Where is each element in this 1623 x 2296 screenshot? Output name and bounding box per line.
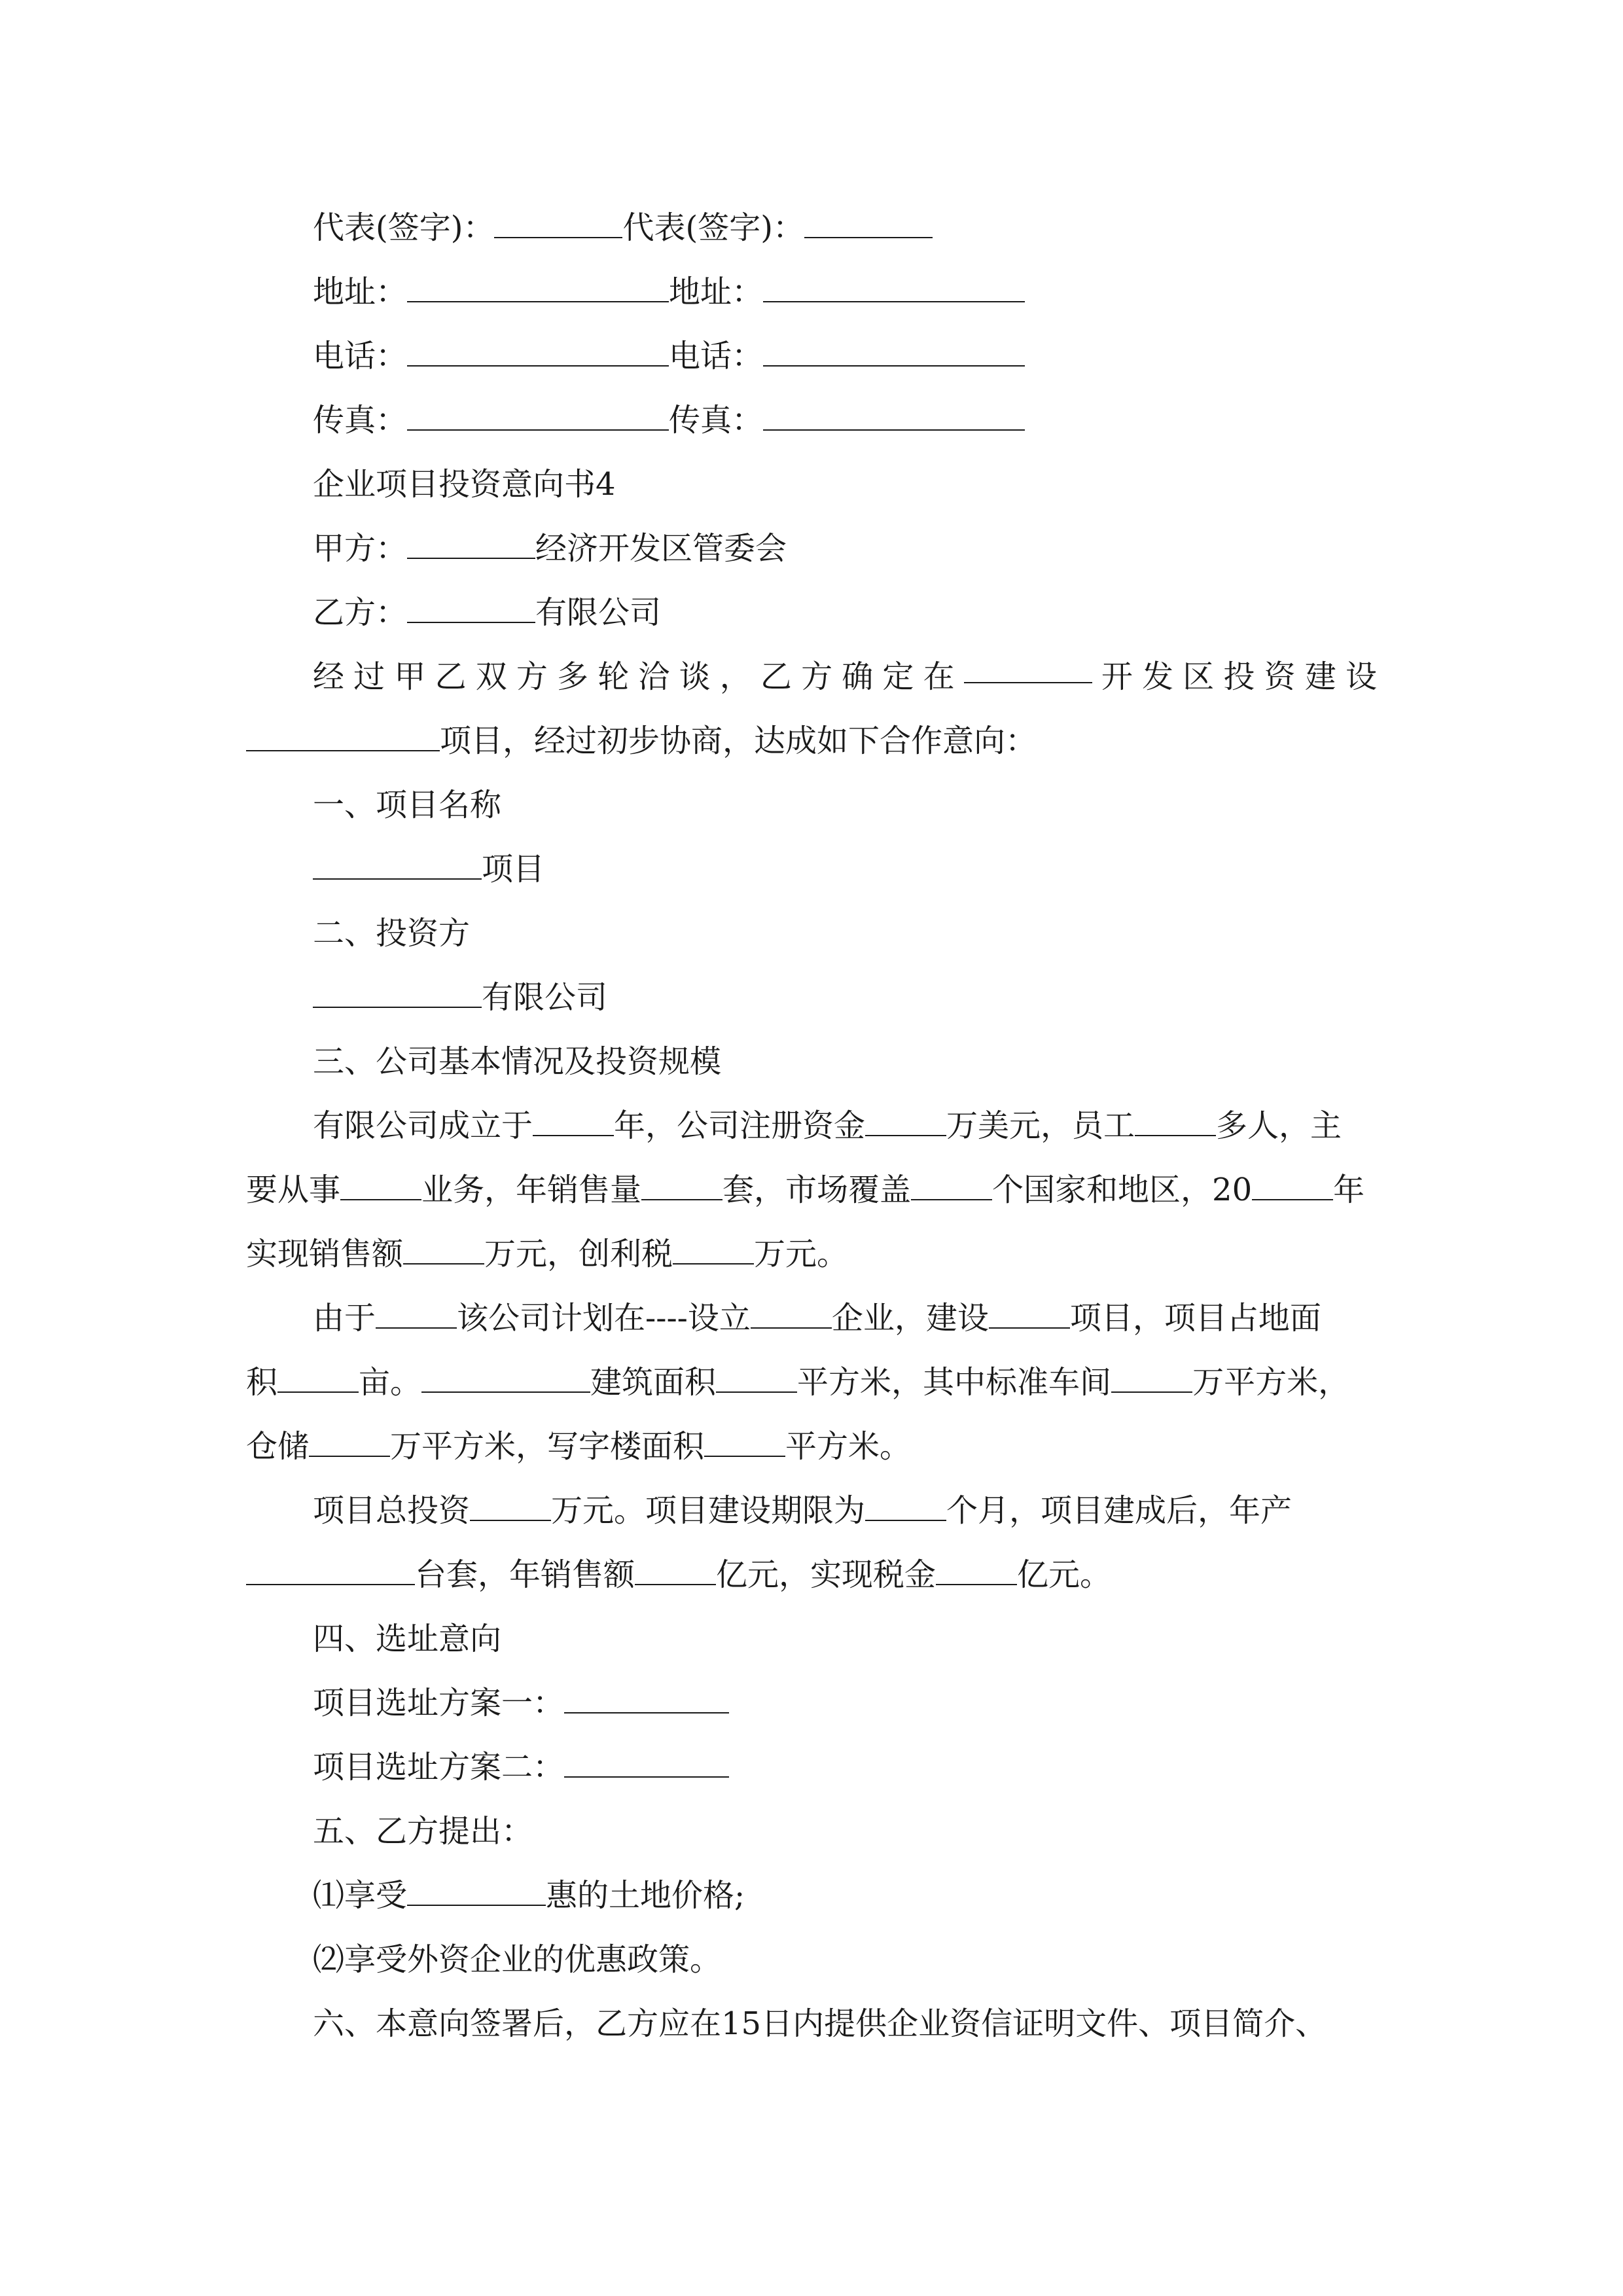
document-title: 企业项目投资意向书4 bbox=[313, 466, 616, 503]
rep-label-b: 代表(签字)： bbox=[622, 209, 804, 246]
site-option-1 bbox=[0, 1682, 1623, 1724]
section-1-item-text: 项目 bbox=[482, 851, 545, 888]
blank bbox=[1111, 1365, 1192, 1393]
phone-label-b: 电话： bbox=[669, 338, 764, 374]
project-name-blank bbox=[246, 724, 440, 751]
p2-text: 该公司计划在----设立 bbox=[457, 1300, 751, 1336]
blank bbox=[470, 1494, 551, 1521]
blank bbox=[277, 1365, 359, 1393]
p2-text: 万平方米，写字楼面积 bbox=[390, 1428, 705, 1465]
rep-label-a: 代表(签字)： bbox=[313, 209, 495, 246]
intro-char: 在 bbox=[923, 658, 955, 695]
p1-text: 实现销售额 bbox=[246, 1236, 404, 1272]
p1-text: 有限公司成立于 bbox=[313, 1107, 533, 1144]
intro-char: 轮 bbox=[597, 658, 630, 695]
p3-text: 项目总投资 bbox=[313, 1492, 471, 1529]
site-option-1-blank bbox=[564, 1686, 729, 1713]
section-2-heading: 二、投资方 bbox=[313, 915, 471, 952]
p1-text: 多人，主 bbox=[1216, 1107, 1342, 1144]
intro-char: 洽 bbox=[638, 658, 670, 695]
section-6-text: 六、本意向签署后，乙方应在15日内提供企业资信证明文件、项目简介、 bbox=[313, 2005, 1327, 2042]
party-a-blank bbox=[407, 531, 535, 559]
intro-char: 区 bbox=[1183, 658, 1215, 695]
address-blank-b bbox=[763, 275, 1025, 302]
p1-text: 个国家和地区，20 bbox=[992, 1172, 1253, 1208]
p1-text: 万美元，员工 bbox=[946, 1107, 1135, 1144]
blank bbox=[751, 1301, 832, 1329]
p2-text: 万平方米， bbox=[1192, 1364, 1350, 1401]
address-label-a: 地址： bbox=[313, 274, 408, 310]
intro-char: 多 bbox=[557, 658, 589, 695]
p3-text: 台套，年销售额 bbox=[415, 1556, 635, 1593]
p2-text: 平方米。 bbox=[785, 1428, 912, 1465]
fax-label-b: 传真： bbox=[669, 402, 764, 439]
address-blank-a bbox=[407, 275, 669, 302]
p1-line-1 bbox=[0, 1105, 1623, 1147]
address-row bbox=[0, 271, 1623, 313]
intro-char: 方 bbox=[516, 658, 548, 695]
p1-text: 要从事 bbox=[246, 1172, 341, 1208]
section-5-item-1-b: 惠的土地价格; bbox=[546, 1877, 745, 1914]
intro-char: 乙 bbox=[760, 658, 792, 695]
intro-char: 双 bbox=[475, 658, 507, 695]
site-option-1-label: 项目选址方案一： bbox=[313, 1685, 565, 1721]
intro-line-2 bbox=[0, 720, 1623, 762]
p2-text: 亩。 bbox=[359, 1364, 422, 1401]
section-1-heading: 一、项目名称 bbox=[313, 787, 502, 823]
blank bbox=[911, 1173, 992, 1200]
intro-line-1 bbox=[0, 656, 1623, 698]
p2-text: 积 bbox=[246, 1364, 278, 1401]
p2-text: 建筑面积 bbox=[590, 1364, 717, 1401]
blank bbox=[635, 1558, 716, 1585]
party-b-suffix: 有限公司 bbox=[535, 594, 662, 631]
phone-blank-b bbox=[763, 339, 1025, 367]
p3-text: 亿元。 bbox=[1017, 1556, 1112, 1593]
blank bbox=[533, 1109, 614, 1136]
blank bbox=[865, 1109, 946, 1136]
intro-char: 资 bbox=[1264, 658, 1296, 695]
section-2-blank bbox=[313, 980, 482, 1008]
intro-char: 发 bbox=[1142, 658, 1174, 695]
p1-text: 万元，创利税 bbox=[484, 1236, 673, 1272]
intro-line-2-text: 项目，经过初步协商，达成如下合作意向： bbox=[440, 723, 1037, 759]
party-a-row bbox=[0, 528, 1623, 569]
development-zone-blank bbox=[964, 656, 1092, 683]
section-5-blank bbox=[407, 1878, 546, 1906]
blank bbox=[865, 1494, 946, 1521]
fax-blank-b bbox=[763, 403, 1025, 431]
section-5-heading: 五、乙方提出： bbox=[313, 1813, 533, 1850]
intro-char: 定 bbox=[882, 658, 914, 695]
p1-text: 年，公司注册资金 bbox=[614, 1107, 866, 1144]
blank bbox=[641, 1173, 722, 1200]
intro-char: 乙 bbox=[435, 658, 467, 695]
intro-char: 建 bbox=[1304, 658, 1336, 695]
section-5-item-2: ⑵享受外资企业的优惠政策。 bbox=[313, 1941, 722, 1978]
intro-char: 谈 bbox=[679, 658, 711, 695]
site-option-2-label: 项目选址方案二： bbox=[313, 1749, 565, 1785]
blank bbox=[403, 1237, 484, 1265]
p1-line-3 bbox=[0, 1233, 1623, 1275]
phone-blank-a bbox=[407, 339, 669, 367]
blank bbox=[989, 1301, 1070, 1329]
site-option-2 bbox=[0, 1746, 1623, 1788]
blank bbox=[376, 1301, 457, 1329]
party-b-row bbox=[0, 592, 1623, 634]
fax-blank-a bbox=[407, 403, 669, 431]
p1-line-2 bbox=[0, 1169, 1623, 1211]
blank bbox=[340, 1173, 421, 1200]
blank bbox=[309, 1429, 390, 1457]
blank bbox=[246, 1558, 415, 1585]
p2-text: 仓储 bbox=[246, 1428, 310, 1465]
blank bbox=[936, 1558, 1017, 1585]
site-option-2-blank bbox=[564, 1750, 729, 1778]
rep-blank-b bbox=[804, 211, 933, 238]
party-b-blank bbox=[407, 596, 535, 623]
fax-label-a: 传真： bbox=[313, 402, 408, 439]
intro-char: 经 bbox=[313, 658, 345, 695]
section-4-heading: 四、选址意向 bbox=[313, 1621, 502, 1657]
intro-char: 投 bbox=[1223, 658, 1255, 695]
intro-char: 过 bbox=[353, 658, 385, 695]
blank bbox=[421, 1365, 590, 1393]
intro-char: 甲 bbox=[394, 658, 426, 695]
intro-char: ， bbox=[719, 658, 751, 695]
section-5-item-1-a: ⑴享受 bbox=[313, 1877, 408, 1914]
p3-line-1 bbox=[0, 1490, 1623, 1532]
section-1-blank bbox=[313, 852, 482, 880]
section-2-item-text: 有限公司 bbox=[482, 979, 608, 1016]
p2-line-2 bbox=[0, 1361, 1623, 1403]
intro-char: 设 bbox=[1345, 658, 1377, 695]
blank bbox=[716, 1365, 797, 1393]
p3-text: 万元。项目建设期限为 bbox=[551, 1492, 866, 1529]
p1-text: 套，市场覆盖 bbox=[722, 1172, 912, 1208]
p3-text: 个月，项目建成后，年产 bbox=[946, 1492, 1293, 1529]
fax-row bbox=[0, 399, 1623, 441]
intro-char: 开 bbox=[1101, 658, 1133, 695]
p1-text: 万元。 bbox=[754, 1236, 849, 1272]
address-label-b: 地址： bbox=[669, 274, 764, 310]
party-a-label: 甲方： bbox=[313, 530, 408, 567]
p3-text: 亿元，实现税金 bbox=[716, 1556, 936, 1593]
p1-text: 业务，年销售量 bbox=[421, 1172, 642, 1208]
blank bbox=[1135, 1109, 1216, 1136]
p2-text: 企业，建设 bbox=[831, 1300, 989, 1336]
party-a-suffix: 经济开发区管委会 bbox=[535, 530, 787, 567]
p2-line-1 bbox=[0, 1297, 1623, 1339]
phone-row bbox=[0, 335, 1623, 377]
section-3-heading: 三、公司基本情况及投资规模 bbox=[313, 1043, 722, 1080]
intro-char: 方 bbox=[801, 658, 833, 695]
p2-line-3 bbox=[0, 1426, 1623, 1467]
section-2-item bbox=[0, 977, 1623, 1018]
blank bbox=[673, 1237, 754, 1265]
blank bbox=[704, 1429, 785, 1457]
p2-text: 项目，项目占地面 bbox=[1069, 1300, 1321, 1336]
p1-text: 年 bbox=[1333, 1172, 1365, 1208]
rep-blank-a bbox=[494, 211, 622, 238]
p3-line-2 bbox=[0, 1554, 1623, 1596]
section-1-item bbox=[0, 848, 1623, 890]
p2-text: 平方米，其中标准车间 bbox=[797, 1364, 1112, 1401]
party-b-label: 乙方： bbox=[313, 594, 408, 631]
section-5-item-1 bbox=[0, 1874, 1623, 1916]
p2-text: 由于 bbox=[313, 1300, 376, 1336]
representative-row bbox=[0, 207, 1623, 249]
intro-char: 确 bbox=[842, 658, 874, 695]
phone-label-a: 电话： bbox=[313, 338, 408, 374]
blank bbox=[1252, 1173, 1333, 1200]
